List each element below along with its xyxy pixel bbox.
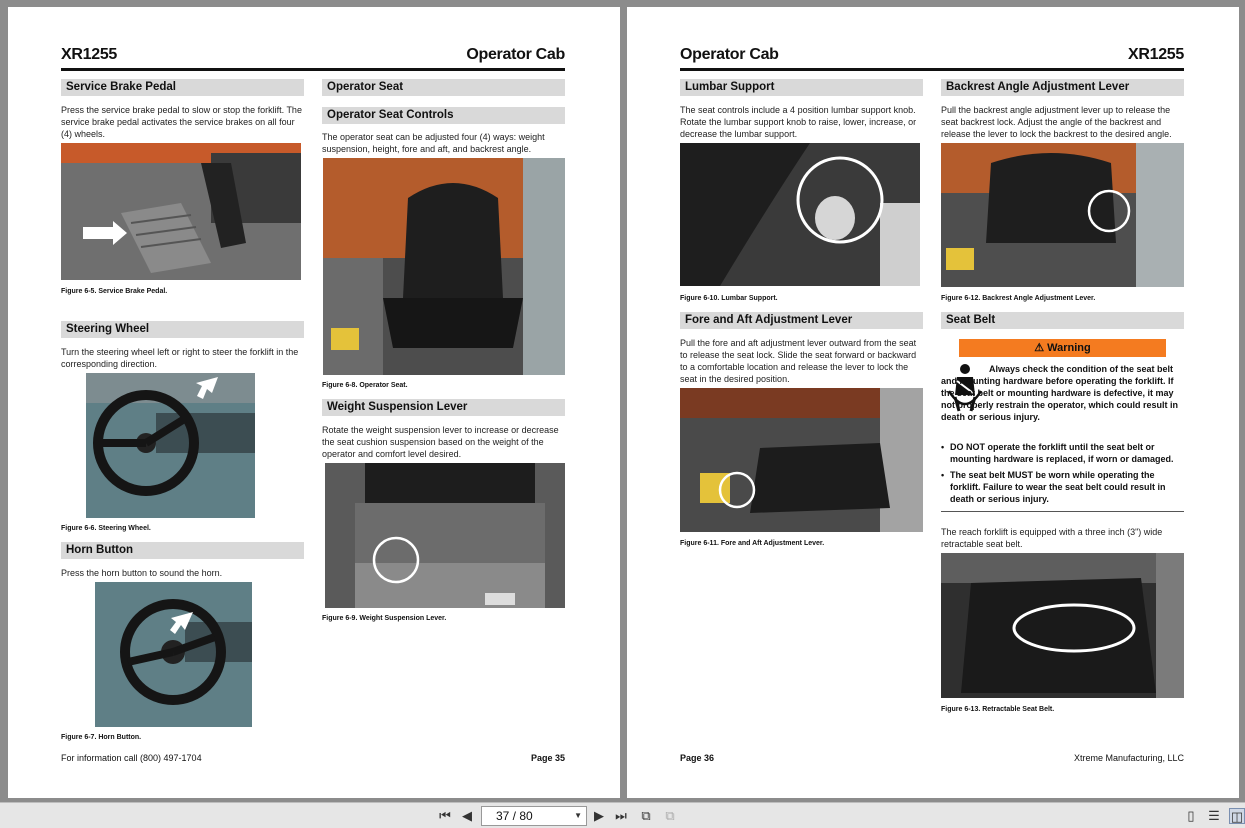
lumbar-support-text: The seat controls include a 4 position lumbar support knob. Rotate the lumbar support knob to raise, lower, increase, or decrease the lumbar support. bbox=[680, 105, 917, 139]
continuous-icon[interactable]: ☰ bbox=[1208, 808, 1220, 823]
warning-bullet-1: • DO NOT operate the forklift until the seat belt or mounting hardware is replaced, if worn or damaged. bbox=[941, 441, 1186, 465]
steering-wheel-photo bbox=[86, 373, 255, 518]
figure-6-9-caption: Figure 6-9. Weight Suspension Lever. bbox=[322, 615, 447, 622]
seat-belt-photo bbox=[941, 553, 1184, 698]
steering-wheel-heading: Steering Wheel bbox=[61, 321, 304, 338]
warning-bullet-2: • The seat belt MUST be worn while operating the forklift. Failure to wear the seat belt could result in death or serious injury. bbox=[941, 469, 1186, 505]
service-brake-photo bbox=[61, 143, 301, 280]
header-model: XR1255 bbox=[1127, 46, 1184, 63]
weight-suspension-text: Rotate the weight suspension lever to increase or decrease the seat cushion suspension based on the weight of the operator and comfort level desired. bbox=[322, 425, 559, 459]
figure-6-12-caption: Figure 6-12. Backrest Angle Adjustment Lever. bbox=[941, 295, 1096, 302]
page-36 bbox=[627, 7, 1239, 798]
figure-6-6-caption: Figure 6-6. Steering Wheel. bbox=[61, 525, 151, 532]
warning-triangle-icon: ⚠ bbox=[1034, 342, 1048, 354]
header-model: XR1255 bbox=[61, 46, 118, 63]
last-page-icon[interactable]: ⏭ bbox=[615, 808, 627, 823]
horn-button-heading: Horn Button bbox=[61, 542, 304, 559]
chevron-down-icon: ▼ bbox=[574, 811, 582, 820]
header-section: Operator Cab bbox=[680, 46, 779, 63]
figure-6-8-caption: Figure 6-8. Operator Seat. bbox=[322, 382, 408, 389]
page-35 bbox=[8, 7, 620, 798]
footer-page-number: Page 35 bbox=[530, 753, 565, 763]
header-section: Operator Cab bbox=[466, 46, 565, 63]
backrest-heading: Backrest Angle Adjustment Lever bbox=[941, 79, 1184, 96]
viewer-toolbar bbox=[0, 802, 1245, 828]
figure-6-10-caption: Figure 6-10. Lumbar Support. bbox=[680, 295, 778, 302]
warning-text: Always check the condition of the seat belt and mounting hardware before operating the forklift. If the seat belt or mounting hardware is defective, it may not properly restrain the operator, which could result in death or serious injury. bbox=[941, 364, 1179, 422]
seat-belt-text: The reach forklift is equipped with a three inch (3") wide retractable seat belt. bbox=[941, 527, 1163, 549]
horn-button-text: Press the horn button to sound the horn. bbox=[61, 568, 223, 578]
warning-banner bbox=[959, 339, 1166, 357]
backrest-photo bbox=[941, 143, 1184, 287]
two-page-icon[interactable]: ◫ bbox=[1230, 809, 1244, 824]
weight-suspension-photo bbox=[325, 463, 565, 608]
fore-aft-photo bbox=[680, 388, 923, 532]
fore-aft-heading: Fore and Aft Adjustment Lever bbox=[680, 312, 923, 329]
page-indicator: 37 / 80 bbox=[496, 809, 533, 823]
lumbar-support-photo bbox=[680, 143, 920, 286]
seat-belt-heading: Seat Belt bbox=[941, 312, 1184, 329]
weight-suspension-heading: Weight Suspension Lever bbox=[322, 399, 565, 416]
service-brake-text: Press the service brake pedal to slow or stop the forklift. The service brake pedal activates the service brakes on all four (4) wheels. bbox=[61, 105, 302, 139]
footer-company: Xtreme Manufacturing, LLC bbox=[1073, 753, 1184, 763]
seat-controls-heading: Operator Seat Controls bbox=[322, 107, 565, 124]
fore-aft-text: Pull the fore and aft adjustment lever outward from the seat to release the seat lock. Slide the seat forward or backward to a comfortable location and release the lever to lock the seat in the desired position. bbox=[680, 338, 917, 384]
prev-page-icon[interactable]: ◀ bbox=[462, 808, 472, 823]
warning-label: Warning bbox=[1047, 342, 1091, 354]
figure-6-11-caption: Figure 6-11. Fore and Aft Adjustment Lever. bbox=[680, 540, 825, 547]
operator-seat-photo bbox=[323, 158, 565, 375]
figure-6-5-caption: Figure 6-5. Service Brake Pedal. bbox=[61, 288, 168, 295]
figure-6-7-caption: Figure 6-7. Horn Button. bbox=[61, 734, 142, 741]
first-page-icon[interactable]: ⏮ bbox=[439, 808, 451, 823]
seat-controls-text: The operator seat can be adjusted four (4) ways: weight suspension, height, fore and aft, and backrest angle. bbox=[322, 132, 545, 154]
divider bbox=[941, 511, 1184, 512]
page-header bbox=[61, 47, 565, 71]
single-page-icon[interactable]: ▯ bbox=[1187, 808, 1195, 823]
backrest-text: Pull the backrest angle adjustment lever up to release the seat backrest lock. Adjust the angle of the backrest and release the lever to lock the backrest to the desired angle. bbox=[941, 105, 1172, 139]
footer-page-number: Page 36 bbox=[680, 753, 715, 763]
operator-seat-heading: Operator Seat bbox=[322, 79, 565, 96]
rotate-icon[interactable]: ⧉ bbox=[641, 808, 651, 823]
page-number-select[interactable] bbox=[481, 806, 587, 826]
figure-6-13-caption: Figure 6-13. Retractable Seat Belt. bbox=[941, 706, 1055, 713]
footer-phone: For information call (800) 497-1704 bbox=[61, 753, 202, 763]
fit-icon[interactable]: ⧉ bbox=[665, 808, 675, 823]
page-header bbox=[680, 47, 1184, 71]
steering-wheel-text: Turn the steering wheel left or right to steer the forklift in the corresponding direction. bbox=[61, 347, 299, 369]
next-page-icon[interactable]: ▶ bbox=[594, 808, 604, 823]
lumbar-support-heading: Lumbar Support bbox=[680, 79, 923, 96]
horn-button-photo bbox=[95, 582, 252, 727]
service-brake-heading: Service Brake Pedal bbox=[61, 79, 304, 96]
